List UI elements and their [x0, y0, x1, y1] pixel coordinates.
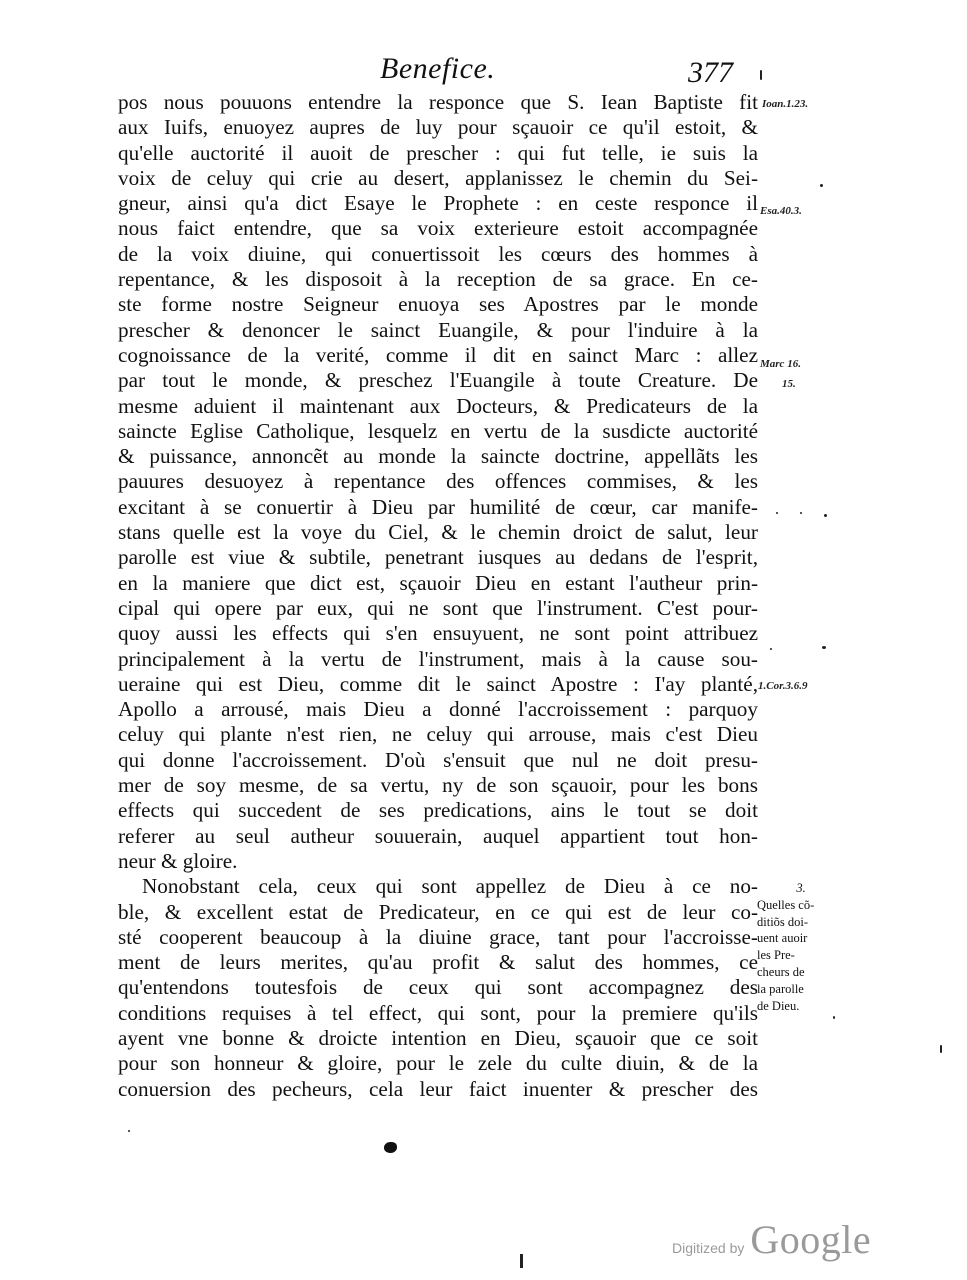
text-line: referer au seul autheur souuerain, auquel appartient tout hon-	[118, 823, 758, 848]
text-line: excitant à se conuertir à Dieu par humilité de cœur, car manife-	[118, 494, 758, 519]
text-line: & puissance, annoncẽt au monde la saincte doctrine, appellãts les	[118, 444, 758, 469]
sidenote-line: les Pre-	[757, 948, 795, 963]
sidenote-line: Quelles cõ-	[757, 897, 815, 912]
print-speck	[800, 512, 802, 514]
text-line: ayent vne bonne & droicte intention en Dieu, sçauoir que ce soit	[118, 1025, 758, 1050]
sidenote-line: ditiõs doi-	[757, 914, 809, 929]
text-line: de la voix diuine, qui conuertissoit les cœurs des hommes à	[118, 241, 758, 266]
print-speck	[760, 70, 762, 80]
text-line: voix de celuy qui crie au desert, applanissez le chemin du Sei-	[118, 165, 758, 190]
print-speck	[128, 1130, 130, 1132]
text-line: conditions requises à tel effect, qui sont, pour la premiere qu'ils	[118, 1000, 758, 1025]
text-line: mesme aduient il maintenant aux Docteurs, & Predicateurs de la	[118, 393, 758, 418]
text-line: conuersion des pecheurs, cela leur faict inuenter & prescher des	[118, 1076, 758, 1101]
print-speck	[776, 512, 778, 514]
text-line: par tout le monde, & preschez l'Euangile à toute Creature. De	[118, 368, 758, 393]
sidenote-line: de Dieu.	[757, 998, 800, 1013]
text-line: pos nous pouuons entendre la responce que S. Iean Baptiste fit	[118, 90, 758, 114]
text-line: repentance, & les disposoit à la reception de sa grace. En ce-	[118, 267, 758, 292]
text-line: pauures desuoyez à repentance des offences commises, & les	[118, 469, 758, 494]
text-line: mer de soy mesme, de sa vertu, ny de son sçauoir, pour les bons	[118, 773, 758, 798]
print-speck	[833, 1016, 835, 1019]
sidenote-line: uent auoir	[757, 931, 808, 946]
margin-ref-marc: Marc 16.	[760, 358, 801, 370]
text-line: qu'elle auctorité il auoit de prescher : qui fut telle, ie suis la	[118, 140, 758, 165]
text-line: gneur, ainsi qu'a dict Esaye le Prophete : en ceste responce il	[118, 191, 758, 216]
text-line: Nonobstant cela, ceux qui sont appellez de Dieu à ce no-	[142, 874, 758, 899]
text-line: qu'entendons toutesfois de ceux qui sont accompagnez des	[118, 975, 758, 1000]
text-line: ste forme nostre Seigneur enuoya ses Apostres par le monde	[118, 292, 758, 317]
text-line: ble, & excellent estat de Predicateur, en ce qui est de leur co-	[118, 899, 758, 924]
text-line: qui donne l'accroissement. D'où s'ensuit que nul ne doit presu-	[118, 747, 758, 772]
margin-ref-esa: Esa.40.3.	[760, 205, 802, 217]
sidenote	[757, 880, 845, 1014]
text-line: ueraine qui est Dieu, comme dit le sainct Apostre : I'ay planté,	[118, 671, 758, 696]
digitized-label: Digitized by	[672, 1240, 745, 1256]
text-line: effects qui succedent de ses predications, ains le tout se doit	[118, 798, 758, 823]
text-line: cipal qui opere par eux, qui ne sont que l'instrument. C'est pour-	[118, 595, 758, 620]
digitized-by-google	[672, 1216, 871, 1263]
margin-ref-cor: 1.Cor.3.6.9	[758, 680, 808, 692]
text-line: celuy qui plante n'est rien, ne celuy qui arrouse, mais c'est Dieu	[118, 722, 758, 747]
sidenote-line: la parolle	[757, 981, 804, 996]
text-line: nous faict entendre, que sa voix exterieure estoit accompagnée	[118, 216, 758, 241]
page-number: 377	[688, 56, 733, 89]
text-line: neur & gloire.	[118, 848, 238, 873]
page-title: Benefice.	[380, 52, 496, 85]
print-mark	[520, 1254, 523, 1268]
print-speck	[824, 514, 827, 517]
text-line: parolle est viue & subtile, penetrant iusques au dedans de l'esprit,	[118, 545, 758, 570]
body-text	[118, 90, 758, 1102]
text-line: prescher & denoncer le sainct Euangile, & pour l'induire à la	[118, 317, 758, 342]
text-line: cognoissance de la verité, comme il dit en sainct Marc : allez	[118, 342, 758, 367]
text-line: ment de leurs merites, qu'au profit & salut des hommes, ce	[118, 950, 758, 975]
margin-ref-marc-verse: 15.	[782, 378, 796, 390]
text-line: pour son honneur & gloire, pour le zele du culte diuin, & de la	[118, 1051, 758, 1076]
margin-ref-ioan: Ioan.1.23.	[762, 98, 809, 110]
print-speck	[770, 648, 772, 650]
text-line: saincte Eglise Catholique, lesquelz en vertu de la susdicte auctorité	[118, 418, 758, 443]
text-line: aux Iuifs, enuoyez aupres de luy pour sçauoir ce qu'il estoit, &	[118, 115, 758, 140]
print-speck	[822, 646, 826, 649]
google-logo: Google	[750, 1217, 872, 1262]
text-line: stans quelle est la voye du Ciel, & le chemin droict de salut, leur	[118, 520, 758, 545]
text-line: principalement à la vertu de l'instrument, mais à la cause sou-	[118, 646, 758, 671]
text-line: Apollo a arrousé, mais Dieu a donné l'accroissement : parquoy	[118, 697, 758, 722]
print-speck	[940, 1045, 942, 1053]
text-line: quoy aussi les effects qui s'en ensuyuent, ne sont point attribuez	[118, 621, 758, 646]
ink-blot	[384, 1142, 397, 1153]
text-line: en la maniere que dict est, sçauoir Dieu en estant l'autheur prin-	[118, 570, 758, 595]
sidenote-line: cheurs de	[757, 964, 805, 979]
text-line: sté cooperent beaucoup à la diuine grace, tant pour l'accroisse-	[118, 924, 758, 949]
print-speck	[820, 184, 823, 187]
sidenote-number: 3.	[796, 881, 806, 895]
